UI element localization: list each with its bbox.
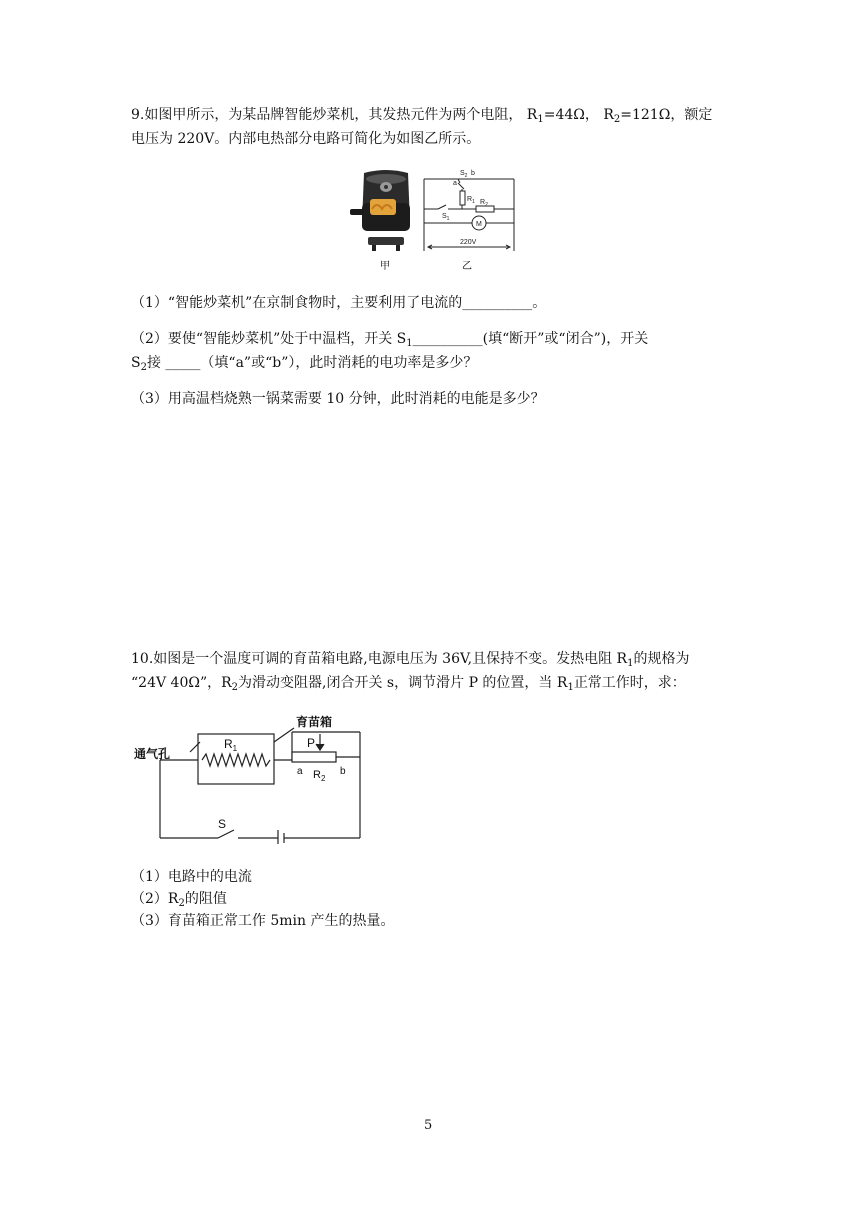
q9-r1-subscript: 1 [537,114,544,125]
q9-sub2-s2-subscript: 2 [140,362,147,373]
q10-line2 [131,672,686,699]
q9-figure [340,165,530,277]
label-box: 育苗箱 [296,715,333,729]
label-s: S [218,817,227,831]
q10-sub3: （3）育苗箱正常工作 5min 产生的热量。 [131,913,395,929]
q9-sub2-text-a: （2）要使“智能炒菜机”处于中温档，开关 S [131,331,407,347]
q9-sub2-line1 [131,328,648,355]
label-r2-sub: 2 [320,774,326,783]
fig-label-jia: 甲 [380,261,390,272]
q9-sub2-line2 [131,352,477,379]
q10-line1-text-a: 10.如图是一个温度可调的育苗箱电路,电源电压为 36V,且保持不变。发热电阻 R [131,651,628,667]
fig-label-a: a [453,180,457,187]
label-r2 [313,769,326,783]
q9-line1-text-a: 9.如图甲所示，为某品牌智能炒菜机，其发热元件为两个电阻， R [131,107,538,123]
fig-label-b: b [471,170,475,177]
q10-sub2-text-b: 的阻值 [184,891,227,907]
q9-sub2-text-d: 接 _____（填“a”或“b”），此时消耗的电功率是多少？ [146,355,478,371]
fig-label-s2 [460,170,468,179]
q10-line2-text-a: “24V 40Ω”，R [131,675,232,691]
r1-zigzag [202,754,270,766]
q10-line2-subscript: 2 [231,682,239,693]
fig-label-s1-sub: 1 [446,216,450,222]
q9-sub3: （3）用高温档烧熟一锅菜需要 10 分钟，此时消耗的电能是多少？ [131,391,545,407]
fig-label-motor: M [476,221,482,228]
label-r1 [224,737,238,753]
fig-label-s1-letter: S [442,213,447,220]
label-r2-letter: R [313,769,321,781]
q10-line1-subscript: 1 [627,658,634,669]
fig-label-r1-letter: R [467,196,473,203]
q9-line2: 电压为 220V。内部电热部分电路可简化为如图乙所示。 [131,131,481,147]
label-r1-letter: R [224,737,233,751]
q9-sub2-text-b: __________(填“断开”或“闭合”)，开关 [412,331,649,347]
label-a: a [297,766,303,777]
page-number: 5 [424,1118,433,1133]
q9-sub2-text-c: S [131,355,141,371]
fig-label-s2-sub: 2 [464,173,468,179]
q10-sub1: （1）电路中的电流 [131,869,252,885]
q9-r2-subscript: 2 [613,114,621,125]
r2-rheostat [292,752,336,762]
fig-label-yi: 乙 [462,261,472,272]
q10-line1 [131,648,689,675]
fig-label-220v: 220V [460,239,477,246]
fig-label-r2-sub: 2 [485,202,488,208]
q9-line1-text-b: =44Ω， R [543,107,614,123]
q10-line2-text-b: 为滑动变阻器,闭合开关 s，调节滑片 P 的位置，当 R [238,675,568,691]
q10-line1-text-b: 的规格为 [633,651,690,667]
q9-line1 [131,104,712,131]
q10-line2-text-c: 正常工作时，求： [573,675,686,691]
label-r1-sub: 1 [232,744,238,753]
q10-line2-subscript-2: 1 [567,682,574,693]
fig-label-s2-letter: S [460,170,465,177]
label-vent: 通气孔 [134,747,171,761]
q10-sub2-subscript: 2 [178,898,185,909]
q9-line1-text-c: =121Ω，额定 [620,107,713,123]
q10-figure-svg [130,712,370,844]
label-p: P [307,736,316,750]
q9-sub2-s1-subscript: 1 [406,338,413,349]
q9-sub1: （1）“智能炒菜机”在京制食物时，主要利用了电流的__________。 [131,295,547,311]
fig-label-r2-letter: R [480,199,486,206]
fig-label-s1 [442,213,450,222]
q10-sub2-text-a: （2）R [131,891,179,907]
fig-label-r1-sub: 1 [472,199,475,205]
label-b: b [340,766,346,777]
q10-figure [130,712,370,844]
fig-label-r1 [467,196,475,205]
air-fryer-image [350,170,410,251]
q9-figure-svg [340,165,530,277]
